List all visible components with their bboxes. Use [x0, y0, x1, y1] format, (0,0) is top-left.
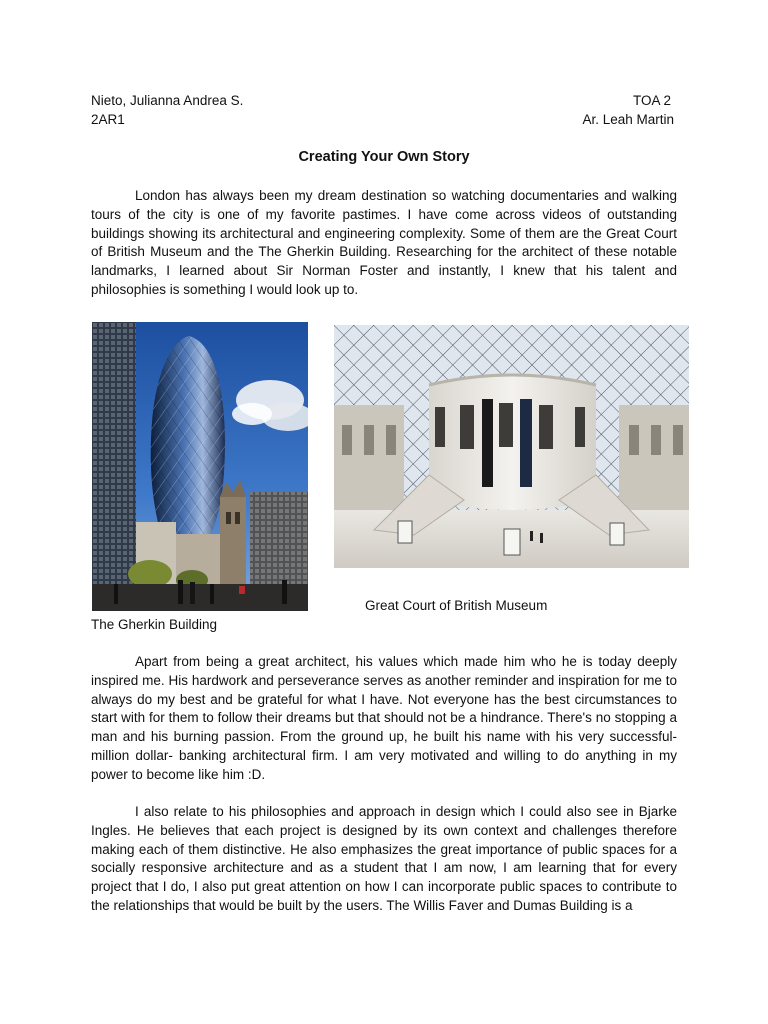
gherkin-caption: The Gherkin Building	[91, 617, 218, 632]
course-code: TOA 2	[632, 93, 671, 108]
document-title: Creating Your Own Story	[298, 149, 470, 165]
great-court-photo	[334, 325, 689, 568]
student-name: Nieto, Julianna Andrea S.	[91, 93, 244, 108]
great-court-caption: Great Court of British Museum	[365, 598, 548, 613]
paragraph-philosophies: I also relate to his philosophies and approach in design which I could also see in Bjarke Ingles. He believes that each project is designed by its own context and challenges therefore making each of them distinctive. He also emphasizes the great importance of public spaces for a socially responsive architecture and as a student that I am now, I am learning that for every project that I do, I also put great attention on how I can incorporate public spaces to contribute to the relationships that would be built by the users. The Willis Faver and Dumas Building is a	[91, 804, 677, 913]
gherkin-building-photo	[92, 322, 308, 611]
instructor-name: Ar. Leah Martin	[582, 112, 674, 127]
paragraph-intro: London has always been my dream destination so watching documentaries and walking tours of the city is one of my favorite pastimes. I have come across videos of outstanding buildings showing its architectural and engineering complexity. Some of them are the Great Court of British Museum and the The Gherkin Building. Researching for the architect of these notable landmarks, I learned about Sir Norman Foster and instantly, I knew that his talent and philosophies is something I would look up to.	[91, 188, 677, 297]
section-code: 2AR1	[91, 112, 125, 127]
paragraph-values: Apart from being a great architect, his values which made him who he is today deeply inspired me. His hardwork and perseverance serves as another reminder and inspiration for me to always do my best and be grateful for what I have. Not everyone has the best circumstances to start with for them to follow their dreams but that should not be a hindrance. There's no stopping a man and his burning passion. From the ground up, he built his name with his very successful- million dollar- banking architectural firm. I am very motivated and willing to do anything in my power to become like him :D.	[91, 654, 677, 782]
